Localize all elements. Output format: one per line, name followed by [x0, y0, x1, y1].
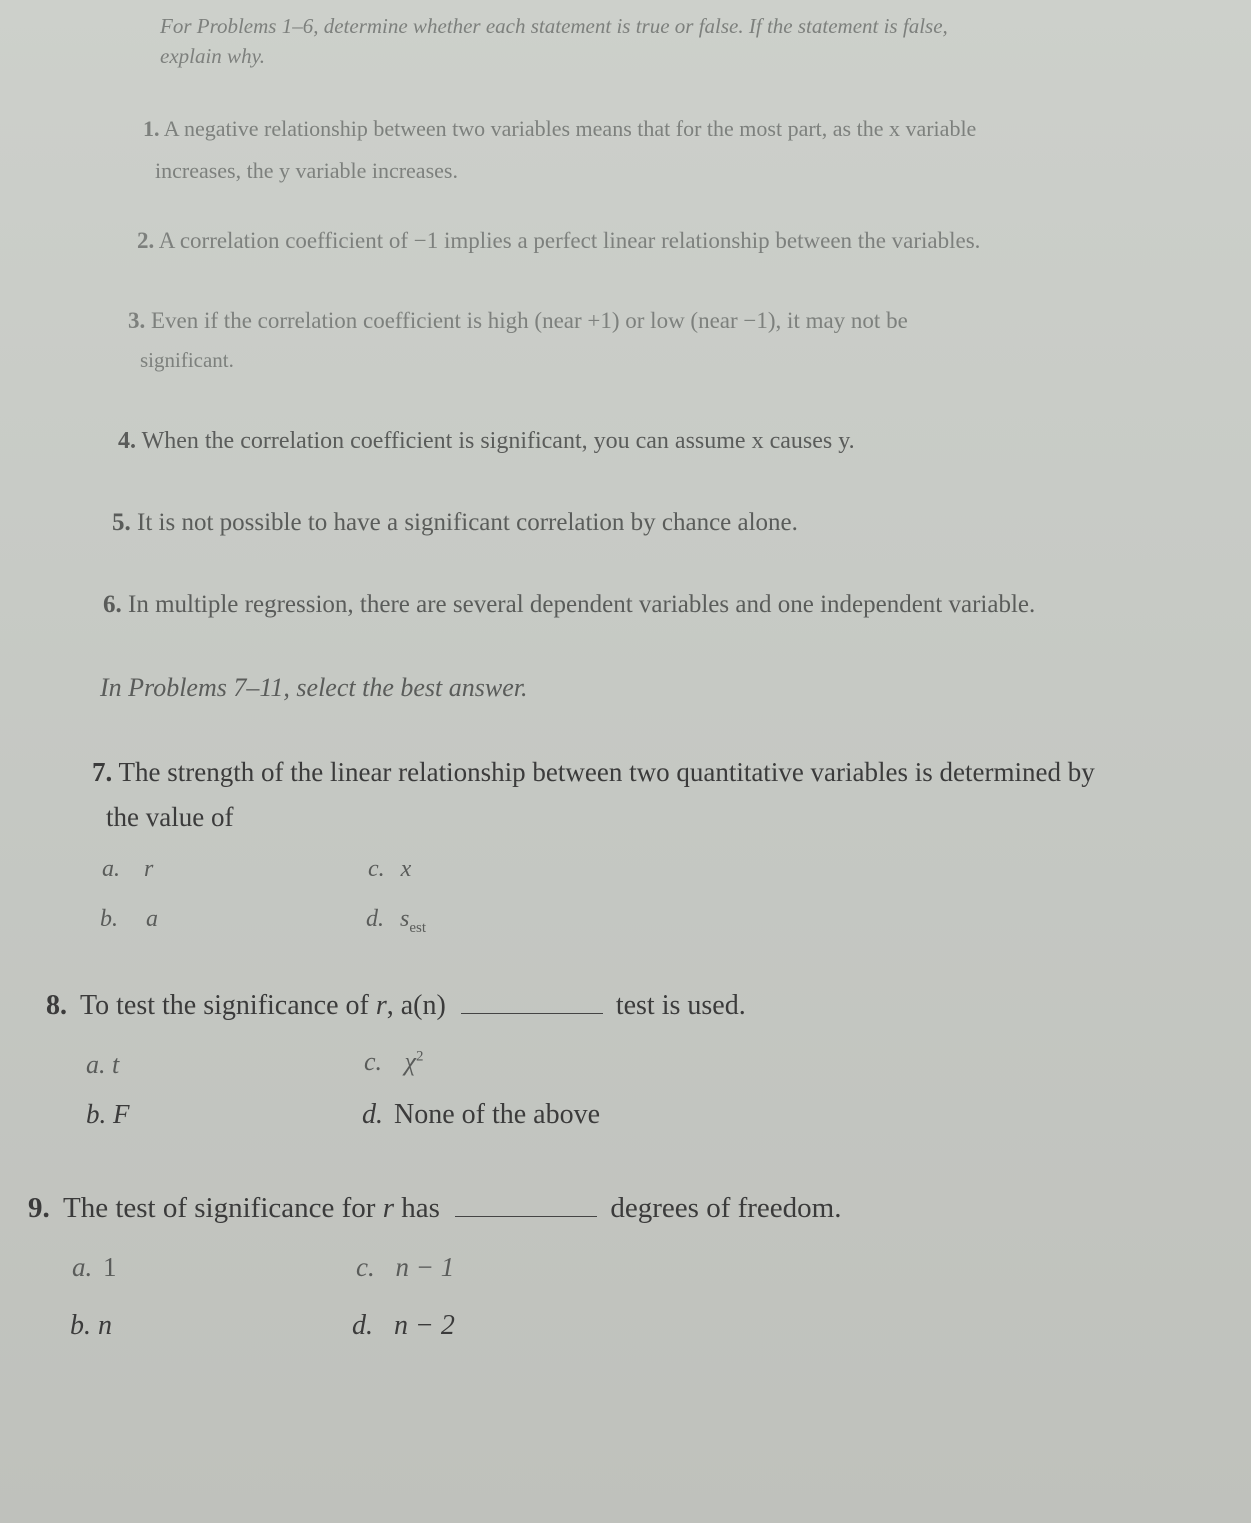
- option-7b: [100, 906, 158, 933]
- option-9c: [356, 1252, 454, 1283]
- option-value: x: [400, 856, 412, 882]
- item-text-before: To test the significance of: [80, 990, 369, 1021]
- option-letter: d.: [352, 1310, 373, 1341]
- item-number: 2.: [137, 228, 155, 253]
- mc-item-8: [46, 990, 746, 1022]
- option-letter: a.: [86, 1050, 106, 1079]
- item-variable: r: [382, 1192, 394, 1224]
- option-value: s: [400, 906, 410, 932]
- mc-instructions: In Problems 7–11, select the best answer.: [100, 673, 528, 702]
- option-subscript: est: [409, 919, 427, 936]
- tf-item-1-cont: increases, the y variable increases.: [155, 158, 458, 183]
- option-8c: [364, 1047, 424, 1077]
- option-7a: [102, 856, 153, 883]
- tf-item-3: [128, 308, 908, 334]
- tf-item-4: [118, 428, 855, 455]
- option-value: χ: [404, 1047, 416, 1076]
- option-8d: [362, 1099, 600, 1131]
- item-number: 3.: [128, 308, 146, 333]
- option-value: n − 1: [395, 1252, 455, 1282]
- option-value: r: [144, 856, 154, 882]
- mc-item-9: [28, 1192, 842, 1225]
- option-letter: c.: [364, 1047, 383, 1076]
- option-value: a: [146, 906, 158, 932]
- mc-item-7-cont: the value of: [106, 802, 234, 832]
- item-text-after: degrees of freedom.: [610, 1192, 842, 1224]
- option-superscript: 2: [416, 1048, 424, 1065]
- option-letter: b.: [70, 1310, 91, 1341]
- option-value: F: [113, 1099, 130, 1129]
- item-number: 6.: [103, 591, 122, 618]
- option-7c: [368, 856, 411, 883]
- item-number: 9.: [28, 1192, 50, 1224]
- option-value: n: [98, 1310, 112, 1341]
- tf-item-2: [137, 228, 980, 254]
- tf-item-6: [103, 591, 1035, 619]
- item-text-after: test is used.: [615, 990, 746, 1021]
- item-text-mid: , a(n): [386, 990, 446, 1021]
- item-text: When the correlation coefficient is significant, you can assume x causes y.: [141, 428, 855, 454]
- tf-instructions-line1: For Problems 1–6, determine whether each statement is true or false. If the statement is false,: [160, 14, 948, 38]
- tf-item-5: [112, 509, 798, 537]
- option-8a: [86, 1050, 119, 1080]
- item-number: 8.: [46, 990, 67, 1021]
- answer-blank: [455, 1216, 597, 1217]
- option-letter: a.: [102, 856, 120, 882]
- item-text: A correlation coefficient of −1 implies a perfect linear relationship between the variables.: [158, 228, 981, 253]
- option-letter: b.: [86, 1099, 107, 1129]
- tf-item-3-cont: significant.: [140, 348, 234, 372]
- option-7d: [366, 906, 426, 937]
- item-text: Even if the correlation coefficient is high (near +1) or low (near −1), it may not be: [151, 308, 908, 333]
- item-number: 4.: [118, 428, 136, 454]
- option-letter: c.: [368, 856, 385, 882]
- item-text: The strength of the linear relationship between two quantitative variables is determined by: [118, 757, 1095, 787]
- tf-item-1: [143, 116, 976, 142]
- answer-blank: [461, 1013, 603, 1014]
- tf-instructions-line2: explain why.: [160, 44, 265, 68]
- option-value: 1: [103, 1252, 117, 1282]
- item-text: In multiple regression, there are several dependent variables and one independent variable.: [128, 591, 1036, 618]
- item-number: 1.: [143, 116, 160, 141]
- item-number: 5.: [112, 509, 131, 536]
- option-letter: c.: [356, 1252, 375, 1282]
- option-8b: [86, 1099, 130, 1130]
- option-letter: d.: [366, 906, 384, 932]
- item-number: 7.: [92, 757, 113, 787]
- option-letter: b.: [100, 906, 118, 932]
- option-value: None of the above: [394, 1099, 601, 1130]
- item-variable: r: [375, 990, 387, 1021]
- option-9d: [352, 1310, 455, 1342]
- option-letter: a.: [72, 1252, 93, 1282]
- item-text-before: The test of significance for: [63, 1192, 376, 1224]
- option-9a: [72, 1252, 117, 1283]
- item-text-mid: has: [401, 1192, 440, 1224]
- item-text: A negative relationship between two variables means that for the most part, as the x variable: [163, 116, 977, 141]
- option-9b: [70, 1310, 112, 1342]
- option-letter: d.: [362, 1099, 383, 1130]
- mc-item-7: [92, 757, 1095, 788]
- option-value: t: [112, 1050, 120, 1079]
- option-value: n − 2: [394, 1310, 455, 1341]
- item-text: It is not possible to have a significant correlation by chance alone.: [137, 509, 798, 536]
